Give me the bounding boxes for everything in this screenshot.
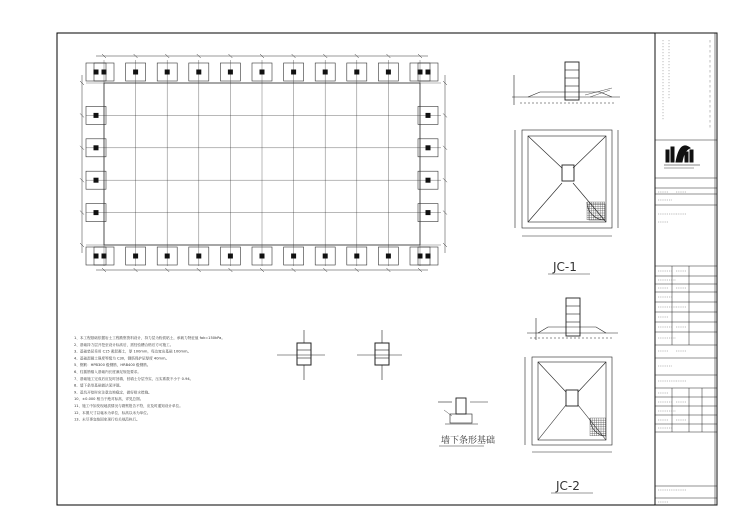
note-line: 5、钢筋：HPB300 级钢筋，HRB400 级钢筋。 <box>74 363 151 368</box>
column <box>323 70 328 75</box>
column <box>165 254 170 259</box>
note-line: 13、未尽事宜按国家现行有关规范执行。 <box>74 417 140 422</box>
general-notes <box>74 335 225 422</box>
column <box>426 178 431 183</box>
column <box>196 70 201 75</box>
column <box>354 254 359 259</box>
title-block-fill-text <box>658 192 686 502</box>
wall-footing-label: 墙下条形基础 <box>441 436 496 446</box>
column-detail-2 <box>357 330 402 380</box>
note-line: 8、墙下条形基础做法见详图。 <box>74 383 124 388</box>
column <box>386 254 391 259</box>
column <box>133 70 138 75</box>
column <box>165 70 170 75</box>
jc2-rebar-hatch <box>590 418 606 436</box>
column <box>196 254 201 259</box>
note-line: 7、基础施工完成后应及时回填，回填土分层夯实，压实系数不小于 0.94。 <box>74 376 194 381</box>
column <box>94 70 99 75</box>
column <box>228 254 233 259</box>
note-line: 10、±0.000 相当于绝对标高，详见总图。 <box>74 397 144 402</box>
column <box>260 70 265 75</box>
note-line: 12、本图尺寸以毫米为单位，标高以米为单位。 <box>74 410 151 415</box>
sheet-border <box>57 33 717 505</box>
jc1-rebar-hatch <box>587 202 605 220</box>
column <box>94 113 99 118</box>
column <box>386 70 391 75</box>
note-line: 6、柱插筋锚入基础内长度满足规范要求。 <box>74 370 141 374</box>
column <box>260 254 265 259</box>
note-line: 1、本工程基础依据岩土工程勘察资料设计，持力层为粉质粘土，承载力特征值 fak=150kPa。 <box>74 336 225 340</box>
column <box>94 145 99 150</box>
column <box>228 70 233 75</box>
column <box>94 178 99 183</box>
column <box>426 254 431 259</box>
foundation-plan <box>80 54 447 272</box>
column <box>426 70 431 75</box>
note-line: 11、施工中如发现地质情况与勘察报告不符，应及时通知设计单位。 <box>74 404 183 408</box>
company-logo <box>664 146 700 168</box>
column <box>426 113 431 118</box>
column <box>354 70 359 75</box>
column <box>94 254 99 259</box>
title-block <box>655 33 717 505</box>
column <box>323 254 328 259</box>
jc2-plan <box>525 357 612 452</box>
column <box>291 254 296 259</box>
note-line: 9、基坑开挖时应注意边坡稳定，做好排水措施。 <box>74 390 152 395</box>
jc2-section <box>527 298 618 340</box>
column <box>94 210 99 215</box>
column <box>291 70 296 75</box>
jc1-label: JC-1 <box>553 260 577 274</box>
jc2-label: JC-2 <box>556 479 580 493</box>
note-line: 4、基础混凝土强度等级为 C30，钢筋保护层厚度 40mm。 <box>74 356 170 361</box>
column <box>426 145 431 150</box>
column-detail-1 <box>277 330 325 380</box>
wall-footing-detail <box>438 398 488 424</box>
note-line: 3、基础垫层采用 C15 素混凝土，厚 100mm，每边宽出基础 100mm。 <box>74 349 192 354</box>
column <box>133 254 138 259</box>
note-line: 2、基础持力层开挖至设计标高后，需经验槽合格后方可施工。 <box>74 342 174 347</box>
title-block-vertical-text <box>663 40 710 128</box>
column <box>426 210 431 215</box>
jc1-section <box>512 62 620 105</box>
